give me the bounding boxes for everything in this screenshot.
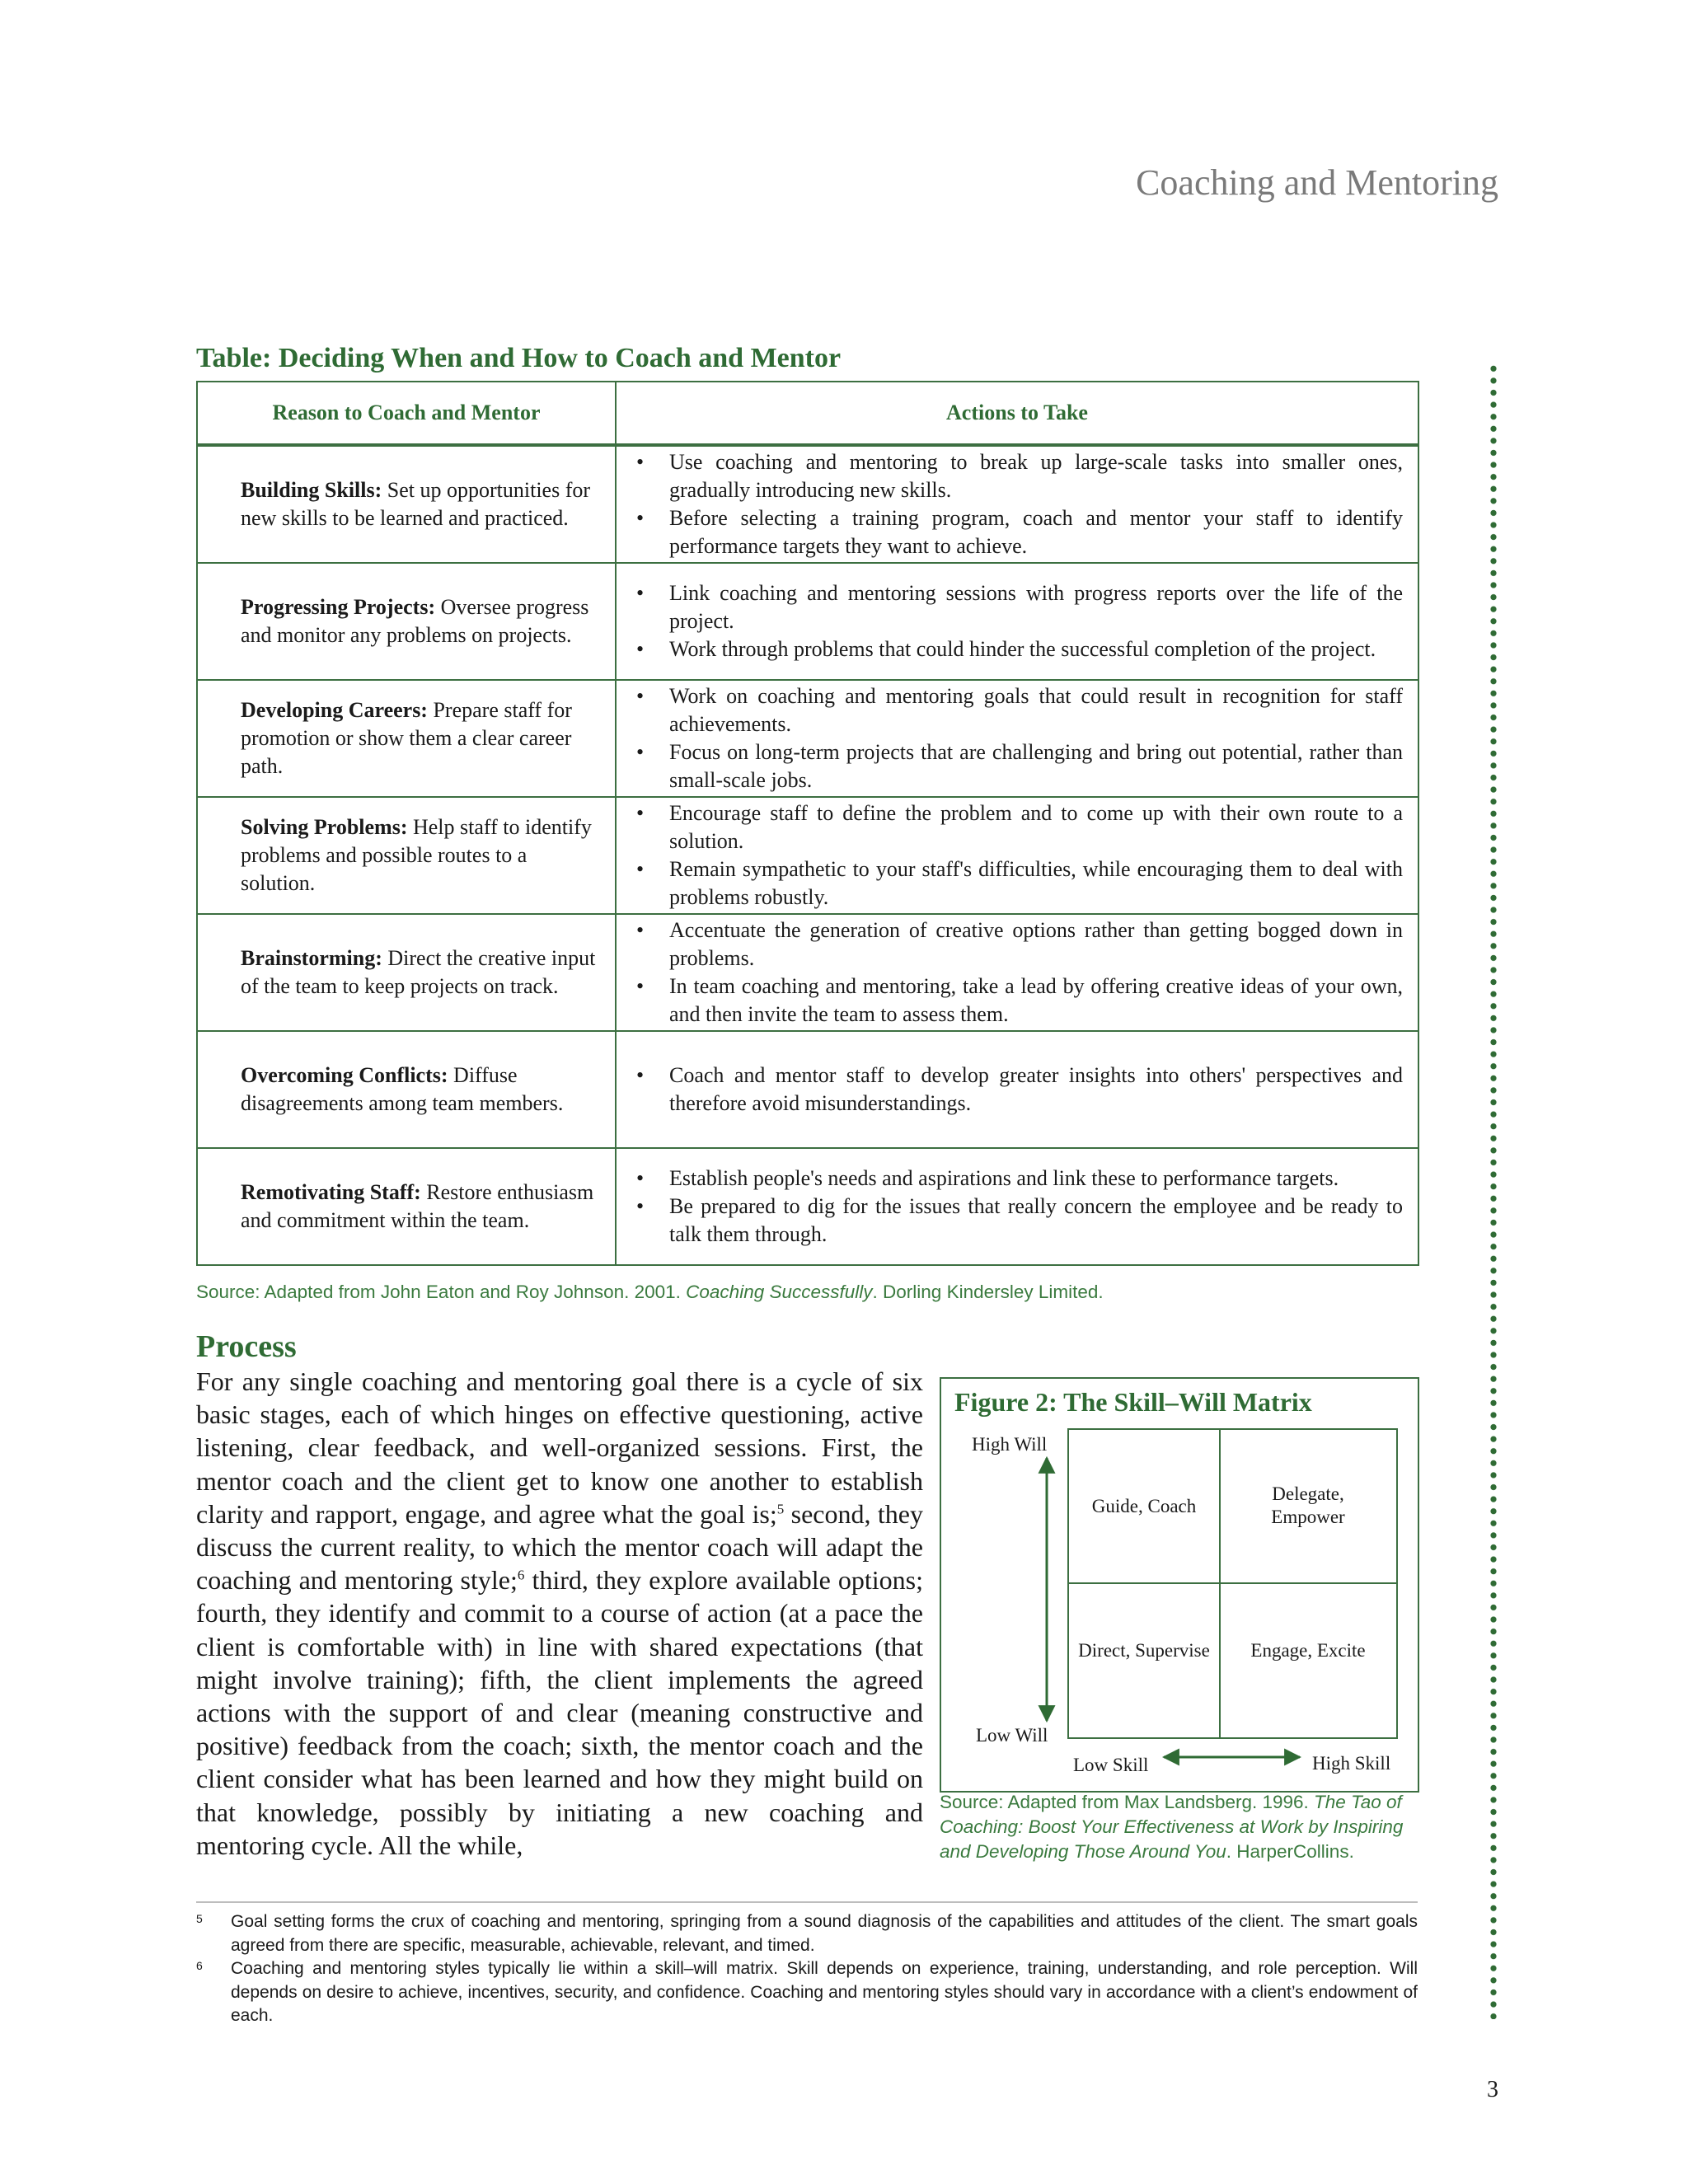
column-header-actions: Actions to Take bbox=[616, 382, 1418, 445]
table-row bbox=[197, 680, 1418, 797]
action-item: • Establish people's needs and aspirations and link these to performance targets. bbox=[628, 1165, 1403, 1193]
source-book-title: Coaching Successfully bbox=[686, 1282, 873, 1302]
figure-source-note bbox=[940, 1790, 1418, 1864]
figure-title: Figure 2: The Skill–Will Matrix bbox=[954, 1387, 1312, 1417]
footnotes bbox=[196, 1910, 1418, 2028]
source-prefix: Source: Adapted from John Eaton and Roy Johnson. 2001. bbox=[196, 1282, 687, 1302]
action-item: • Focus on long-term projects that are challenging and bring out potential, rather than small-scale jobs. bbox=[628, 738, 1403, 794]
action-item: • Remain sympathetic to your staff's difficulties, while encouraging them to deal with problems robustly. bbox=[628, 855, 1403, 912]
action-item: • Be prepared to dig for the issues that really concern the employee and be ready to talk them through. bbox=[628, 1193, 1403, 1249]
reason-description: Prepare staff for promotion or show them a clear career path. bbox=[241, 698, 572, 778]
reason-cell bbox=[197, 680, 616, 797]
actions-cell bbox=[616, 1148, 1418, 1265]
table-title: Table: Deciding When and How to Coach and Mentor bbox=[196, 343, 842, 373]
dotted-margin-rule bbox=[1490, 363, 1497, 2019]
table-header-row bbox=[197, 382, 1418, 445]
reason-description: Set up opportunities for new skills to be learned and practiced. bbox=[241, 478, 591, 530]
x-axis-high-label: High Skill bbox=[1312, 1753, 1391, 1774]
reason-cell bbox=[197, 914, 616, 1031]
action-item: • In team coaching and mentoring, take a lead by offering creative ideas of your own, and then invite the team to assess them. bbox=[628, 972, 1403, 1029]
reason-cell bbox=[197, 797, 616, 914]
action-item: • Work through problems that could hinder the successful completion of the project. bbox=[628, 635, 1403, 663]
action-item: • Encourage staff to define the problem and to come up with their own route to a solution. bbox=[628, 799, 1403, 855]
table-row bbox=[197, 1031, 1418, 1148]
source-suffix: . HarperCollins. bbox=[1226, 1841, 1354, 1862]
quadrant-delegate-line1: Delegate, bbox=[1272, 1483, 1344, 1504]
footnote-text: Coaching and mentoring styles typically lie within a skill–will matrix. Skill depends on experience, training, understanding, and role perception. Will depends on desire to achieve, incentives, security, and confidence. Coaching and mentoring styles should vary in accordance with a client’s endowment of each. bbox=[231, 1959, 1418, 2025]
footnote-5 bbox=[196, 1910, 1418, 1957]
coach-mentor-table bbox=[196, 381, 1419, 1266]
reason-cell bbox=[197, 563, 616, 680]
reason-description: Restore enthusiasm and commitment within the team. bbox=[241, 1180, 594, 1232]
table-row bbox=[197, 563, 1418, 680]
paragraph-text: second, they discuss the current reality, to which the mentor coach will adapt the coaching and mentoring style; bbox=[196, 1498, 924, 1596]
table-row bbox=[197, 797, 1418, 914]
page-number: 3 bbox=[1487, 2077, 1498, 2102]
reason-title: Overcoming Conflicts: bbox=[241, 1063, 448, 1087]
action-item: • Use coaching and mentoring to break up large-scale tasks into smaller ones, gradually introducing new skills. bbox=[628, 448, 1403, 504]
source-prefix: Source: Adapted from Max Landsberg. 1996. bbox=[940, 1792, 1315, 1812]
y-axis-high-label: High Will bbox=[972, 1434, 1048, 1455]
action-item: • Before selecting a training program, coach and mentor your staff to identify performance targets they want to achieve. bbox=[628, 504, 1403, 560]
reason-title: Remotivating Staff: bbox=[241, 1180, 421, 1204]
footnote-text: Goal setting forms the crux of coaching and mentoring, springing from a sound diagnosis of the capabilities and attitudes of the client. The smart goals agreed from there are specific, measurable, achievable, relevant, and timed. bbox=[231, 1912, 1418, 1955]
reason-cell bbox=[197, 1148, 616, 1265]
footnote-6 bbox=[196, 1957, 1418, 2028]
action-item: • Link coaching and mentoring sessions with progress reports over the life of the project. bbox=[628, 579, 1403, 635]
quadrant-guide-coach: Guide, Coach bbox=[1091, 1496, 1197, 1516]
paragraph-text: For any single coaching and mentoring goal there is a cycle of six basic stages, each of which hinges on effective questioning, active listening, clear feedback, and well-organized sessions. First, the mentor coach and the client get to know one another to establish clarity and rapport, engage, and agree what the goal is; bbox=[196, 1366, 923, 1529]
actions-cell bbox=[616, 1031, 1418, 1148]
quadrant-engage-excite: Engage, Excite bbox=[1250, 1640, 1366, 1661]
table-row bbox=[197, 914, 1418, 1031]
reason-cell bbox=[197, 445, 616, 563]
table-row bbox=[197, 1148, 1418, 1265]
reason-title: Developing Careers: bbox=[241, 698, 428, 722]
actions-cell bbox=[616, 563, 1418, 680]
y-axis-low-label: Low Will bbox=[976, 1725, 1048, 1746]
table-row bbox=[197, 445, 1418, 563]
footnote-number: 6 bbox=[196, 1959, 203, 1972]
skill-will-matrix-diagram bbox=[941, 1379, 1418, 1791]
reason-title: Progressing Projects: bbox=[241, 595, 436, 619]
process-paragraph bbox=[196, 1365, 923, 1862]
column-header-reason: Reason to Coach and Mentor bbox=[197, 382, 616, 445]
running-header: Coaching and Mentoring bbox=[1136, 162, 1498, 203]
actions-cell bbox=[616, 680, 1418, 797]
reason-title: Solving Problems: bbox=[241, 815, 408, 839]
process-heading: Process bbox=[196, 1329, 297, 1364]
table-source-note bbox=[196, 1282, 1104, 1303]
actions-cell bbox=[616, 797, 1418, 914]
footnote-divider bbox=[196, 1901, 1418, 1903]
reason-description: Diffuse disagreements among team members. bbox=[241, 1063, 564, 1115]
source-book-title: The Tao of Coaching: Boost Your Effectiveness at Work by Inspiring and Developing Those Around You bbox=[940, 1792, 1404, 1862]
reason-description: Oversee progress and monitor any problems on projects. bbox=[241, 595, 589, 647]
reason-title: Building Skills: bbox=[241, 478, 382, 502]
quadrant-delegate-line2: Empower bbox=[1271, 1507, 1345, 1527]
footnote-number: 5 bbox=[196, 1912, 203, 1925]
actions-cell bbox=[616, 914, 1418, 1031]
footnote-ref: 5 bbox=[776, 1501, 785, 1517]
x-axis-low-label: Low Skill bbox=[1073, 1755, 1149, 1775]
actions-cell bbox=[616, 445, 1418, 563]
reason-title: Brainstorming: bbox=[241, 946, 382, 970]
paragraph-text: third, they explore available options; fourth, they identify and commit to a course of action (at a pace the client is comfortable with) in line with shared expectations (that might involve training); fifth, the client implements the agreed actions with the support of and clear (meaning constructive and positive) feedback from the coach; sixth, the mentor coach and the client consider what has been learned and how they might build on that knowledge, possibly by initiating a new coaching and mentoring cycle. All the while, bbox=[196, 1565, 924, 1860]
skill-will-figure bbox=[940, 1377, 1419, 1793]
reason-description: Help staff to identify problems and possible routes to a solution. bbox=[241, 815, 592, 895]
action-item: • Accentuate the generation of creative options rather than getting bogged down in problems. bbox=[628, 916, 1403, 972]
reason-cell bbox=[197, 1031, 616, 1148]
reason-description: Direct the creative input of the team to keep projects on track. bbox=[241, 946, 596, 998]
action-item: • Coach and mentor staff to develop greater insights into others' perspectives and therefore avoid misunderstandings. bbox=[628, 1062, 1403, 1118]
quadrant-direct-supervise: Direct, Supervise bbox=[1078, 1640, 1210, 1661]
footnote-ref: 6 bbox=[517, 1567, 525, 1583]
source-suffix: . Dorling Kindersley Limited. bbox=[872, 1282, 1104, 1302]
action-item: • Work on coaching and mentoring goals that could result in recognition for staff achievements. bbox=[628, 682, 1403, 738]
